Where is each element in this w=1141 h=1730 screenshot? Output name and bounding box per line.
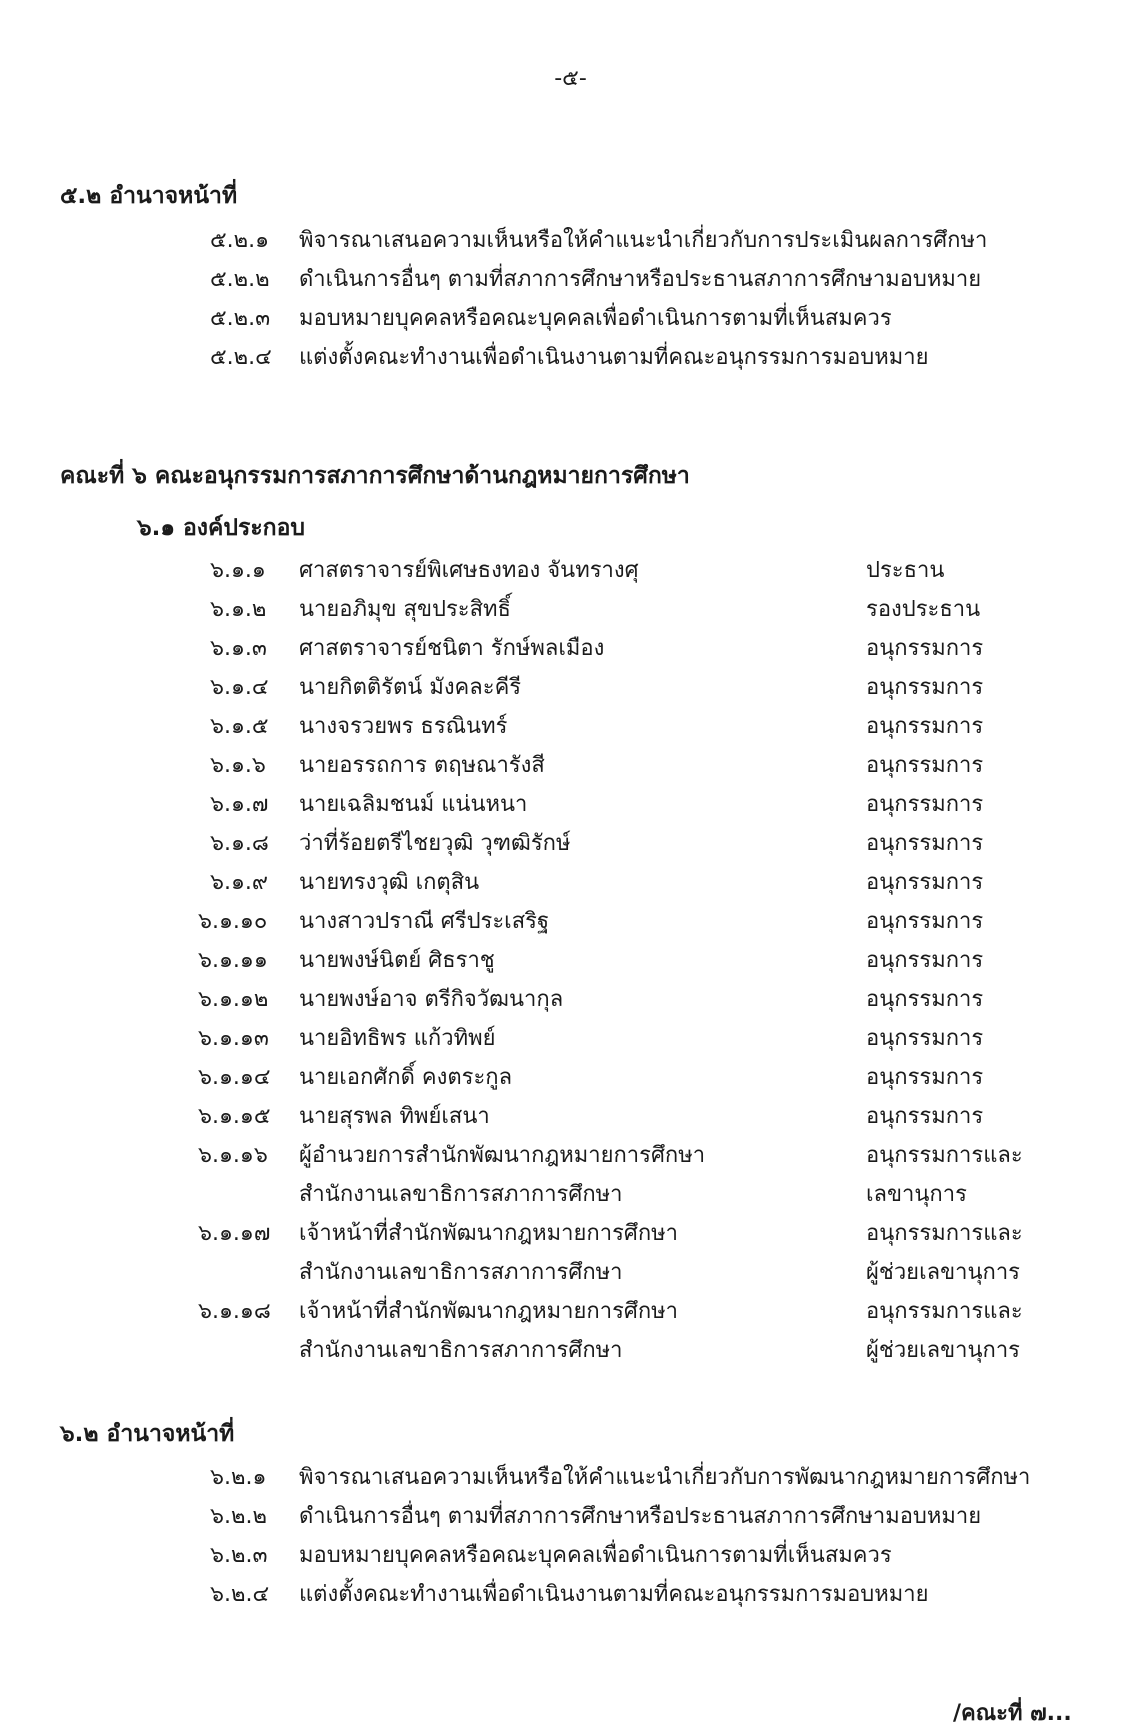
member-number: ๖.๑.๑๒	[198, 987, 269, 1012]
member-position: อนุกรรมการ	[866, 792, 984, 817]
member-position: อนุกรรมการ	[866, 948, 984, 973]
item-text: แต่งตั้งคณะทำงานเพื่อดำเนินงานตามที่คณะอนุกรรมการมอบหมาย	[299, 1582, 929, 1607]
member-position: รองประธาน	[866, 597, 981, 622]
item-text: แต่งตั้งคณะทำงานเพื่อดำเนินงานตามที่คณะอนุกรรมการมอบหมาย	[299, 345, 929, 370]
member-row-continuation	[0, 1176, 1141, 1214]
member-name: นายพงษ์นิตย์ ศิธราชู	[299, 948, 495, 973]
member-position: อนุกรรมการ	[866, 753, 984, 778]
section-heading-5-2: ๕.๒ อำนาจหน้าที่	[60, 183, 238, 209]
member-row	[0, 1137, 1141, 1175]
item-number: ๕.๒.๑	[210, 228, 270, 253]
member-row	[0, 747, 1141, 785]
list-item	[0, 222, 1141, 260]
member-number: ๖.๑.๔	[210, 675, 269, 700]
member-name: นางจรวยพร ธรณินทร์	[299, 714, 508, 739]
member-position-continuation: เลขานุการ	[866, 1182, 967, 1207]
member-position: อนุกรรมการ	[866, 987, 984, 1012]
item-number: ๖.๒.๒	[210, 1504, 267, 1529]
composition-heading: ๖.๑ องค์ประกอบ	[137, 515, 306, 541]
member-number: ๖.๑.๓	[210, 636, 267, 661]
member-position: อนุกรรมการ	[866, 831, 984, 856]
list-item	[0, 1576, 1141, 1614]
member-name: นายอภิมุข สุขประสิทธิ์	[299, 597, 511, 622]
list-item	[0, 1459, 1141, 1497]
member-number: ๖.๑.๕	[210, 714, 269, 739]
member-number: ๖.๑.๑๘	[198, 1299, 271, 1324]
member-position: อนุกรรมการและ	[866, 1143, 1023, 1168]
member-position: ประธาน	[866, 558, 945, 583]
member-name-continuation: สำนักงานเลขาธิการสภาการศึกษา	[299, 1260, 623, 1285]
member-row	[0, 1059, 1141, 1097]
member-row	[0, 825, 1141, 863]
member-name: ศาสตราจารย์ชนิตา รักษ์พลเมือง	[299, 636, 605, 661]
member-row	[0, 864, 1141, 902]
item-number: ๖.๒.๓	[210, 1543, 268, 1568]
member-position: อนุกรรมการ	[866, 714, 984, 739]
item-number: ๕.๒.๔	[210, 345, 272, 370]
member-row	[0, 981, 1141, 1019]
member-name: นายทรงวุฒิ เกตุสิน	[299, 870, 480, 895]
member-name: นายสุรพล ทิพย์เสนา	[299, 1104, 490, 1129]
member-row	[0, 591, 1141, 629]
member-position: อนุกรรมการ	[866, 1026, 984, 1051]
member-number: ๖.๑.๑๗	[198, 1221, 271, 1246]
member-position: อนุกรรมการ	[866, 870, 984, 895]
member-position: อนุกรรมการ	[866, 675, 984, 700]
member-number: ๖.๑.๑๐	[198, 909, 268, 934]
member-number: ๖.๑.๑๑	[198, 948, 268, 973]
member-name: นายเอกศักดิ์ คงตระกูล	[299, 1065, 513, 1090]
item-text: พิจารณาเสนอความเห็นหรือให้คำแนะนำเกี่ยวกับการพัฒนากฎหมายการศึกษา	[299, 1465, 1031, 1490]
member-position: อนุกรรมการ	[866, 1065, 984, 1090]
list-item	[0, 339, 1141, 377]
member-number: ๖.๑.๑๓	[198, 1026, 269, 1051]
item-text: มอบหมายบุคคลหรือคณะบุคคลเพื่อดำเนินการตามที่เห็นสมควร	[299, 1543, 892, 1568]
member-position: อนุกรรมการและ	[866, 1221, 1023, 1246]
item-number: ๕.๒.๒	[210, 267, 270, 292]
member-row-continuation	[0, 1254, 1141, 1292]
member-name: นายอิทธิพร แก้วทิพย์	[299, 1026, 496, 1051]
member-number: ๖.๑.๖	[210, 753, 266, 778]
member-name: นายกิตติรัตน์ มังคละคีรี	[299, 675, 522, 700]
member-name: ว่าที่ร้อยตรีไชยวุฒิ วุฑฒิรักษ์	[299, 831, 571, 856]
member-row	[0, 708, 1141, 746]
list-item	[0, 1537, 1141, 1575]
member-position-continuation: ผู้ช่วยเลขานุการ	[866, 1260, 1020, 1285]
member-row	[0, 630, 1141, 668]
list-item	[0, 300, 1141, 338]
item-number: ๖.๒.๑	[210, 1465, 267, 1490]
member-name: นายเฉลิมชนม์ แน่นหนา	[299, 792, 528, 817]
member-number: ๖.๑.๑๔	[198, 1065, 271, 1090]
member-name: เจ้าหน้าที่สำนักพัฒนากฎหมายการศึกษา	[299, 1299, 679, 1324]
member-name: ผู้อำนวยการสำนักพัฒนากฎหมายการศึกษา	[299, 1143, 706, 1168]
member-row	[0, 786, 1141, 824]
member-row	[0, 1293, 1141, 1331]
member-row-continuation	[0, 1332, 1141, 1370]
member-number: ๖.๑.๒	[210, 597, 267, 622]
member-name-continuation: สำนักงานเลขาธิการสภาการศึกษา	[299, 1182, 623, 1207]
item-number: ๖.๒.๔	[210, 1582, 270, 1607]
member-name-continuation: สำนักงานเลขาธิการสภาการศึกษา	[299, 1338, 623, 1363]
item-text: ดำเนินการอื่นๆ ตามที่สภาการศึกษาหรือประธานสภาการศึกษามอบหมาย	[299, 267, 982, 292]
item-text: ดำเนินการอื่นๆ ตามที่สภาการศึกษาหรือประธานสภาการศึกษามอบหมาย	[299, 1504, 982, 1529]
member-row	[0, 903, 1141, 941]
member-number: ๖.๑.๙	[210, 870, 269, 895]
member-row	[0, 1098, 1141, 1136]
continuation-footer: /คณะที่ ๗...	[953, 1701, 1072, 1726]
member-row	[0, 552, 1141, 590]
member-number: ๖.๑.๑	[210, 558, 266, 583]
member-position-continuation: ผู้ช่วยเลขานุการ	[866, 1338, 1020, 1363]
member-number: ๖.๑.๘	[210, 831, 269, 856]
item-text: มอบหมายบุคคลหรือคณะบุคคลเพื่อดำเนินการตามที่เห็นสมควร	[299, 306, 892, 331]
member-number: ๖.๑.๗	[210, 792, 269, 817]
committee-heading: คณะที่ ๖ คณะอนุกรรมการสภาการศึกษาด้านกฎหมายการศึกษา	[60, 463, 690, 489]
member-row	[0, 669, 1141, 707]
item-text: พิจารณาเสนอความเห็นหรือให้คำแนะนำเกี่ยวกับการประเมินผลการศึกษา	[299, 228, 988, 253]
member-position: อนุกรรมการ	[866, 909, 984, 934]
member-position: อนุกรรมการและ	[866, 1299, 1023, 1324]
duties-heading: ๖.๒ อำนาจหน้าที่	[60, 1421, 235, 1447]
member-row	[0, 1215, 1141, 1253]
member-position: อนุกรรมการ	[866, 636, 984, 661]
member-name: นายพงษ์อาจ ตรีกิจวัฒนากุล	[299, 987, 564, 1012]
member-name: นางสาวปราณี ศรีประเสริฐ	[299, 909, 550, 934]
member-name: เจ้าหน้าที่สำนักพัฒนากฎหมายการศึกษา	[299, 1221, 679, 1246]
page-number: -๕-	[554, 66, 587, 91]
list-item	[0, 1498, 1141, 1536]
member-name: ศาสตราจารย์พิเศษธงทอง จันทรางศุ	[299, 558, 639, 583]
item-number: ๕.๒.๓	[210, 306, 271, 331]
member-position: อนุกรรมการ	[866, 1104, 984, 1129]
member-number: ๖.๑.๑๕	[198, 1104, 271, 1129]
list-item	[0, 261, 1141, 299]
member-row	[0, 1020, 1141, 1058]
member-number: ๖.๑.๑๖	[198, 1143, 268, 1168]
member-name: นายอรรถการ ตฤษณารังสี	[299, 753, 545, 778]
member-row	[0, 942, 1141, 980]
